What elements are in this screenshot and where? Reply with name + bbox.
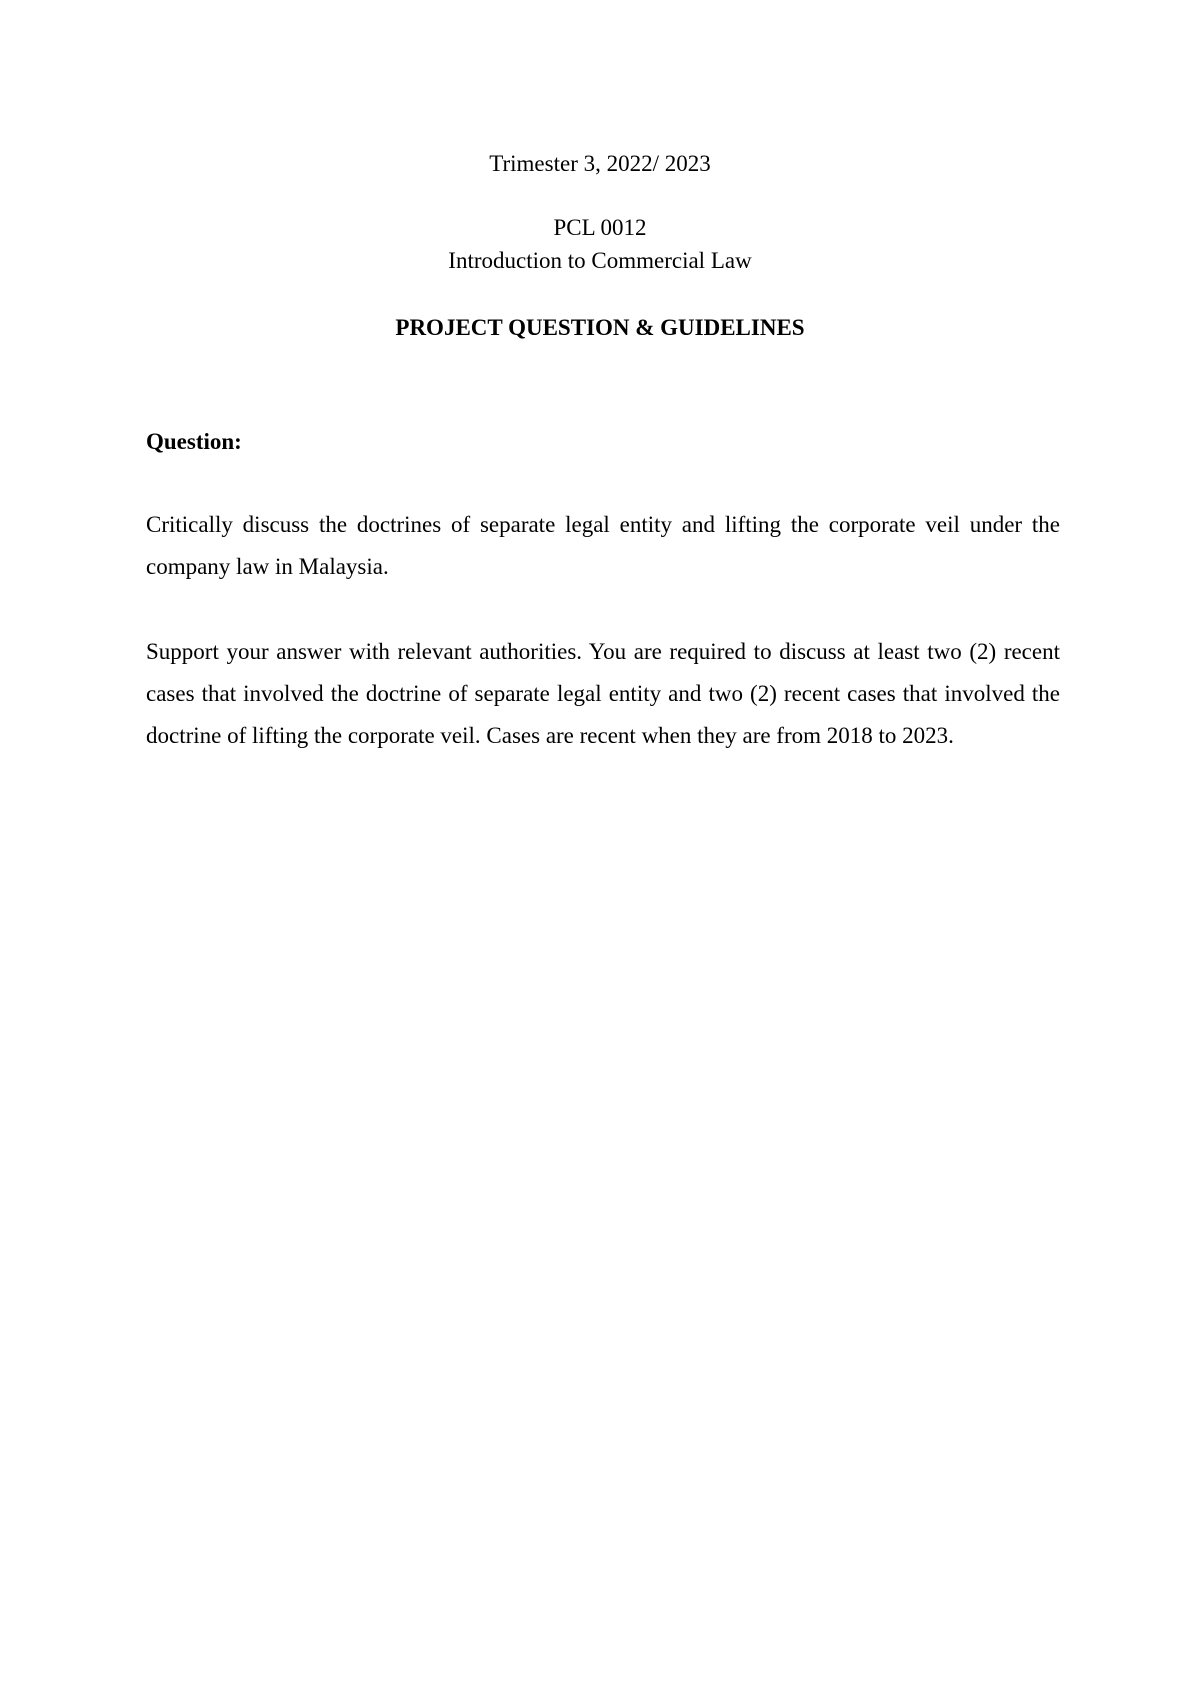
- guideline-paragraph: Support your answer with relevant authorities. You are required to discuss at least two (2) recent cases that involved the doctrine of separate legal entity and two (2) recent cases that involved the doctrine of lifting the corporate veil. Cases are recent when they are from 2018 to 2023.: [146, 639, 1060, 748]
- course-code: PCL 0012: [553, 215, 647, 240]
- question-paragraph: Critically discuss the doctrines of separate legal entity and lifting the corporate veil under the company law in Malaysia.: [146, 512, 1060, 579]
- question-label: Question:: [146, 429, 242, 454]
- document-heading: PROJECT QUESTION & GUIDELINES: [395, 315, 805, 340]
- course-title: Introduction to Commercial Law: [448, 248, 752, 273]
- trimester-line: Trimester 3, 2022/ 2023: [489, 151, 711, 176]
